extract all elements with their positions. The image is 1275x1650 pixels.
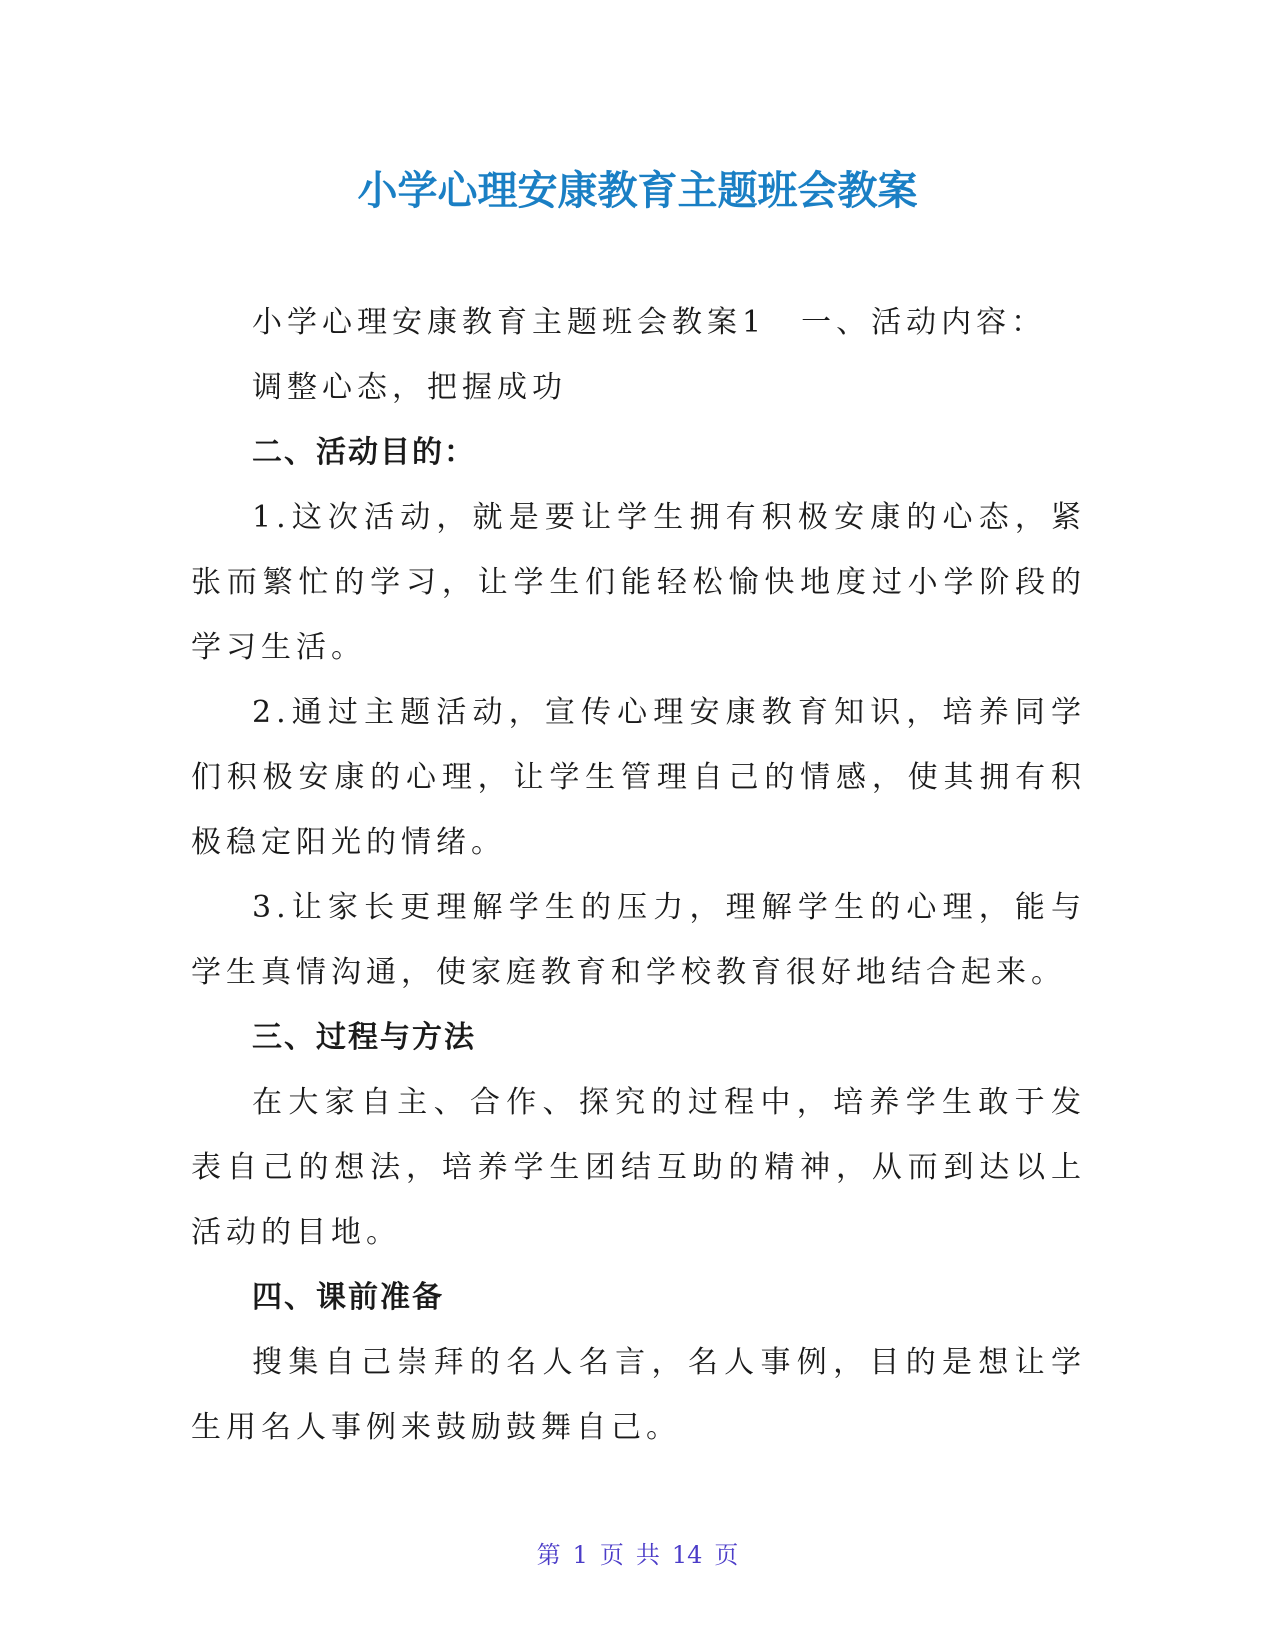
paragraph-activity-content: 调整心态，把握成功 <box>252 370 567 405</box>
heading-process-method: 三、过程与方法 <box>252 1020 476 1055</box>
paragraph-goal-1: 1.这次活动，就是要让学生拥有积极安康的心态，紧张而繁忙的学习，让学生们能轻松愉快地度过小学阶段的学习生活。 <box>191 500 1086 665</box>
footer-label-di: 第 <box>536 1541 561 1569</box>
paragraph-preparation: 搜集自己崇拜的名人名言，名人事例，目的是想让学生用名人事例来鼓励鼓舞自己。 <box>191 1345 1086 1445</box>
footer-label-gong: 共 <box>635 1541 660 1569</box>
document-title: 小学心理安康教育主题班会教案 <box>357 168 918 214</box>
footer-total-pages: 14 <box>671 1541 703 1569</box>
page-footer <box>0 1535 1275 1570</box>
heading-activity-goal: 二、活动目的： <box>252 435 476 470</box>
footer-label-ye-total: 页 <box>714 1541 739 1569</box>
paragraph-goal-3: 3.让家长更理解学生的压力，理解学生的心理，能与学生真情沟通，使家庭教育和学校教育很好地结合起来。 <box>191 890 1086 990</box>
document-body <box>191 290 1086 1460</box>
footer-label-ye: 页 <box>599 1541 624 1569</box>
paragraph-goal-2: 2.通过主题活动，宣传心理安康教育知识，培养同学们积极安康的心理，让学生管理自己的情感，使其拥有积极稳定阳光的情绪。 <box>191 695 1086 860</box>
paragraph-intro: 小学心理安康教育主题班会教案1 一、活动内容： <box>252 305 1047 340</box>
paragraph-process: 在大家自主、合作、探究的过程中，培养学生敢于发表自己的想法，培养学生团结互助的精神，从而到达以上活动的目地。 <box>191 1085 1086 1250</box>
footer-current-page: 1 <box>572 1541 588 1569</box>
heading-preparation: 四、课前准备 <box>252 1280 444 1315</box>
